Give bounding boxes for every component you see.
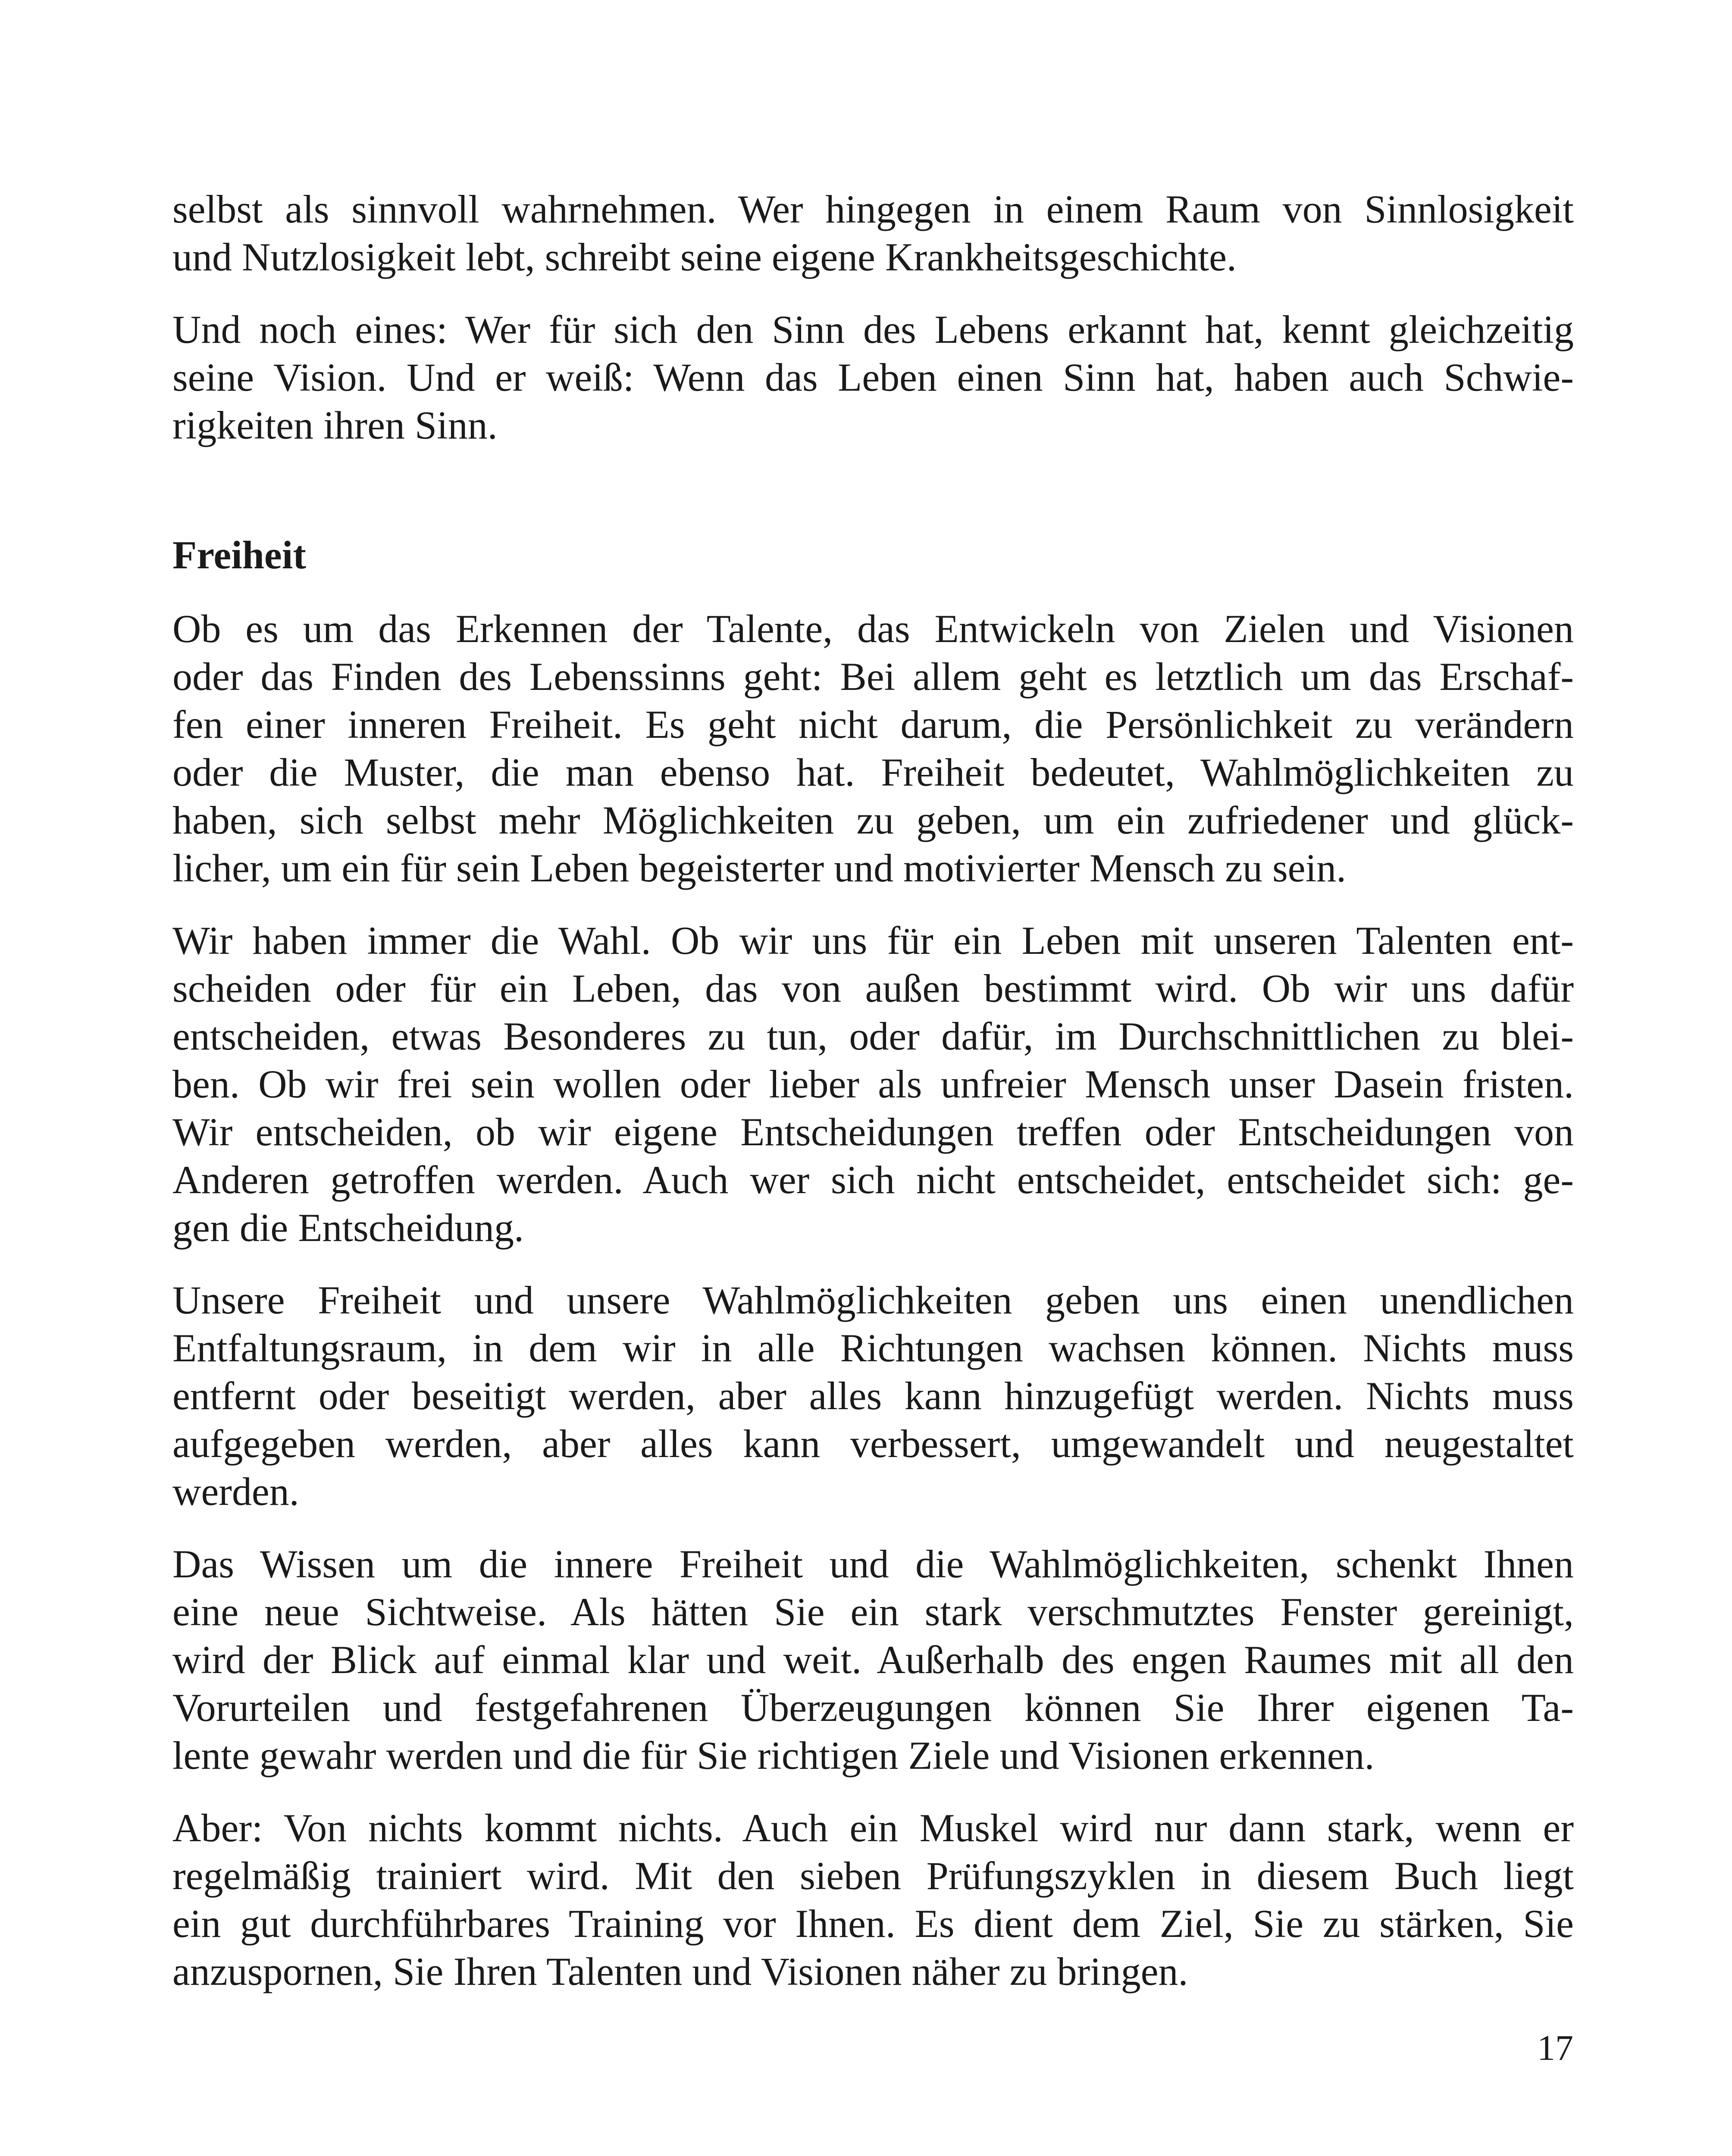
paragraph: [172, 306, 1574, 449]
text-line: ben. Ob wir frei sein wollen oder lieber als unfreier Mensch unser Dasein fristen.: [172, 1062, 1574, 1106]
text-line: Unsere Freiheit und unsere Wahlmöglichkeiten geben uns einen unendlichen: [172, 1278, 1574, 1322]
text-line: gen die Entscheidung.: [172, 1206, 524, 1250]
text-line: ein gut durchführbares Training vor Ihnen. Es dient dem Ziel, Sie zu stärken, Sie: [172, 1902, 1574, 1946]
text-line: Entfaltungsraum, in dem wir in alle Richtungen wachsen können. Nichts muss: [172, 1326, 1574, 1370]
book-page-body: [172, 185, 1574, 2020]
text-line: seine Vision. Und er weiß: Wenn das Leben einen Sinn hat, haben auch Schwie-: [172, 355, 1574, 399]
text-line: entscheiden, etwas Besonderes zu tun, oder dafür, im Durchschnittlichen zu blei-: [172, 1014, 1574, 1058]
page-number: 17: [1537, 2028, 1573, 2068]
paragraph: [172, 1540, 1574, 1780]
text-line: werden.: [172, 1470, 299, 1514]
text-line: Vorurteilen und festgefahrenen Überzeugungen können Sie Ihrer eigenen Ta-: [172, 1686, 1574, 1730]
text-line: Wir haben immer die Wahl. Ob wir uns für ein Leben mit unseren Talenten ent-: [172, 918, 1574, 962]
paragraph: [172, 917, 1574, 1252]
text-line: aufgegeben werden, aber alles kann verbessert, umgewandelt und neugestaltet: [172, 1422, 1574, 1466]
text-line: oder das Finden des Lebenssinns geht: Bei allem geht es letztlich um das Erschaf-: [172, 655, 1574, 699]
text-line: haben, sich selbst mehr Möglichkeiten zu geben, um ein zufriedener und glück-: [172, 798, 1574, 842]
text-block-before-heading: [172, 185, 1574, 449]
text-line: Und noch eines: Wer für sich den Sinn des Lebens erkannt hat, kennt gleichzeitig: [172, 307, 1574, 351]
text-line: regelmäßig trainiert wird. Mit den sieben Prüfungszyklen in diesem Buch liegt: [172, 1854, 1574, 1898]
text-line: scheiden oder für ein Leben, das von außen bestimmt wird. Ob wir uns dafür: [172, 966, 1574, 1010]
text-line: wird der Blick auf einmal klar und weit. Außerhalb des engen Raumes mit all den: [172, 1638, 1574, 1682]
text-line: lente gewahr werden und die für Sie richtigen Ziele und Visionen erkennen.: [172, 1733, 1375, 1777]
text-line: und Nutzlosigkeit lebt, schreibt seine eigene Krankheitsgeschichte.: [172, 235, 1237, 279]
text-line: selbst als sinnvoll wahrnehmen. Wer hingegen in einem Raum von Sinnlosigkeit: [172, 187, 1574, 231]
text-line: fen einer inneren Freiheit. Es geht nicht darum, die Persönlichkeit zu verändern: [172, 702, 1574, 746]
section-heading: Freiheit: [172, 533, 306, 577]
text-line: Das Wissen um die innere Freiheit und die Wahlmöglichkeiten, schenkt Ihnen: [172, 1542, 1574, 1586]
text-line: Anderen getroffen werden. Auch wer sich nicht entscheidet, entscheidet sich: ge-: [172, 1158, 1574, 1202]
text-line: licher, um ein für sein Leben begeisterter und motivierter Mensch zu sein.: [172, 846, 1347, 890]
paragraph: [172, 605, 1574, 892]
text-line: eine neue Sichtweise. Als hätten Sie ein stark verschmutztes Fenster gereinigt,: [172, 1590, 1574, 1634]
text-line: oder die Muster, die man ebenso hat. Freiheit bedeutet, Wahlmöglichkeiten zu: [172, 750, 1574, 794]
text-line: anzuspornen, Sie Ihren Talenten und Visionen näher zu bringen.: [172, 1949, 1188, 1993]
text-line: rigkeiten ihren Sinn.: [172, 403, 498, 447]
text-line: entfernt oder beseitigt werden, aber alles kann hinzugefügt werden. Nichts muss: [172, 1374, 1574, 1418]
text-block-after-heading: [172, 605, 1574, 1996]
text-line: Ob es um das Erkennen der Talente, das Entwickeln von Zielen und Visionen: [172, 607, 1574, 651]
text-line: Aber: Von nichts kommt nichts. Auch ein Muskel wird nur dann stark, wenn er: [172, 1806, 1574, 1850]
paragraph: [172, 185, 1574, 281]
paragraph: [172, 1276, 1574, 1516]
paragraph: [172, 1804, 1574, 1996]
text-line: Wir entscheiden, ob wir eigene Entscheidungen treffen oder Entscheidungen von: [172, 1110, 1574, 1154]
